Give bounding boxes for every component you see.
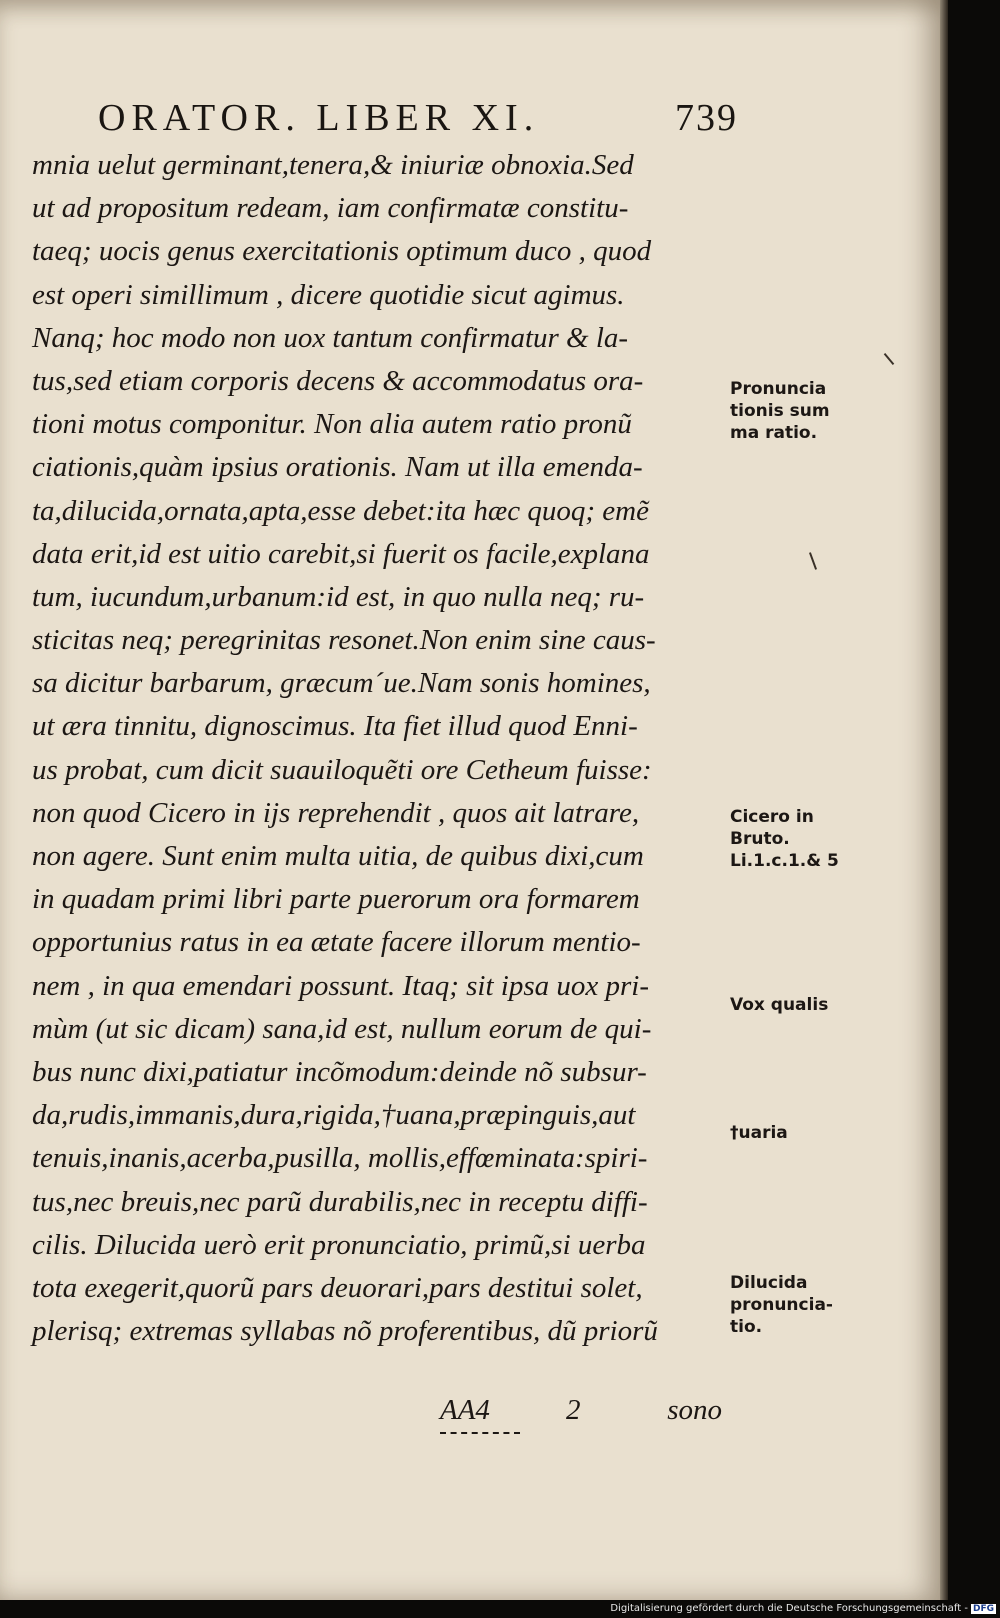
- sidenote-line: ma ratio.: [730, 423, 818, 443]
- text-line: ciationis,quàm ipsius orationis. Nam ut illa emenda-: [32, 451, 643, 484]
- page-edge-shadow: [940, 0, 948, 1600]
- text-line: plerisq; extremas syllabas nõ proferentibus, dũ priorũ: [32, 1315, 658, 1348]
- sidenote-cicero: [730, 806, 880, 872]
- sidenote-line: Vox qualis: [730, 995, 829, 1015]
- signature-fold: 2: [566, 1394, 581, 1426]
- sidenote-dilucida: [730, 1272, 880, 1338]
- footer-credit: Digitalisierung gefördert durch die Deutsche Forschungsgemeinschaft -: [610, 1603, 968, 1614]
- text-line: taeq; uocis genus exercitationis optimum duco , quod: [32, 235, 652, 268]
- text-line: nem , in qua emendari possunt. Itaq; sit ipsa uox pri-: [32, 969, 650, 1002]
- text-line: mùm (ut sic dicam) sana,id est, nullum eorum de qui-: [32, 1012, 652, 1045]
- text-line: tus,nec breuis,nec parũ durabilis,nec in receptu diffi-: [32, 1185, 648, 1218]
- text-line: opportunius ratus in ea ætate facere illorum mentio-: [32, 926, 641, 959]
- text-line: data erit,id est uitio carebit,si fuerit os facile,explana: [32, 537, 650, 570]
- digitization-footer: [610, 1603, 996, 1614]
- text-line: tioni motus componitur. Non alia autem ratio pronũ: [32, 408, 632, 441]
- text-line: cilis. Dilucida uerò erit pronunciatio, primũ,si uerba: [32, 1228, 646, 1261]
- paper-mark: [884, 353, 895, 365]
- running-header: [98, 96, 738, 146]
- text-line: us probat, cum dicit suauiloquẽti ore Cetheum fuisse:: [32, 753, 652, 786]
- sidenote-uaria: [730, 1122, 880, 1144]
- text-line: non quod Cicero in ijs reprehendit , quos ait latrare,: [32, 796, 640, 829]
- text-line: in quadam primi libri parte puerorum ora formarem: [32, 883, 640, 916]
- sidenote-vox: [730, 994, 880, 1016]
- sidenote-line: Cicero in: [730, 807, 814, 827]
- catchword: sono: [667, 1394, 722, 1426]
- text-line: Nanq; hoc modo non uox tantum confirmatur & la-: [32, 321, 629, 354]
- text-line: ut æra tinnitu, dignoscimus. Ita fiet illud quod Enni-: [32, 710, 638, 743]
- text-line: tenuis,inanis,acerba,pusilla, mollis,effœminata:spiri-: [32, 1142, 648, 1175]
- paper-mark: [809, 552, 817, 570]
- sidenote-line: pronuncia-: [730, 1295, 833, 1315]
- running-title: ORATOR. LIBER XI.: [98, 97, 540, 139]
- sidenote-pronunciationis: [730, 378, 880, 444]
- text-line: da,rudis,immanis,dura,rigida,†uana,præpinguis,aut: [32, 1099, 636, 1132]
- sidenote-line: †uaria: [730, 1123, 788, 1143]
- text-line: tota exegerit,quorũ pars deuorari,pars destitui solet,: [32, 1271, 643, 1304]
- text-line: sa dicitur barbarum, græcum´ue.Nam sonis homines,: [32, 667, 651, 700]
- page-number: 739: [675, 97, 738, 139]
- sidenote-line: Pronuncia: [730, 379, 827, 399]
- text-line: bus nunc dixi,patiatur incõmodum:deinde nõ subsur-: [32, 1055, 647, 1088]
- sidenote-line: tionis sum: [730, 401, 830, 421]
- body-text: [32, 144, 722, 1353]
- sidenote-line: tio.: [730, 1317, 763, 1337]
- sidenote-line: Bruto.: [730, 829, 790, 849]
- text-line: ta,dilucida,ornata,apta,esse debet:ita hæc quoq; emẽ: [32, 494, 649, 527]
- signature-mark: AA4: [440, 1394, 490, 1426]
- text-line: ut ad propositum redeam, iam confirmatæ constitu-: [32, 192, 629, 225]
- text-line: non agere. Sunt enim multa uitia, de quibus dixi,cum: [32, 840, 644, 872]
- sidenote-line: Li.1.c.1.& 5: [730, 851, 839, 871]
- text-line: mnia uelut germinant,tenera,& iniuriæ obnoxia.Sed: [32, 149, 634, 181]
- text-line: sticitas neq; peregrinitas resonet.Non enim sine caus-: [32, 624, 656, 657]
- text-line: tum, iucundum,urbanum:id est, in quo nulla neq; ru-: [32, 580, 645, 613]
- signature-line: [440, 1394, 722, 1434]
- dfg-logo-icon: DFG: [972, 1604, 994, 1614]
- sidenote-line: Dilucida: [730, 1273, 808, 1293]
- text-line: est operi simillimum , dicere quotidie sicut agimus.: [32, 278, 625, 311]
- signature-underline: [440, 1432, 520, 1434]
- text-line: tus,sed etiam corporis decens & accommodatus ora-: [32, 364, 644, 397]
